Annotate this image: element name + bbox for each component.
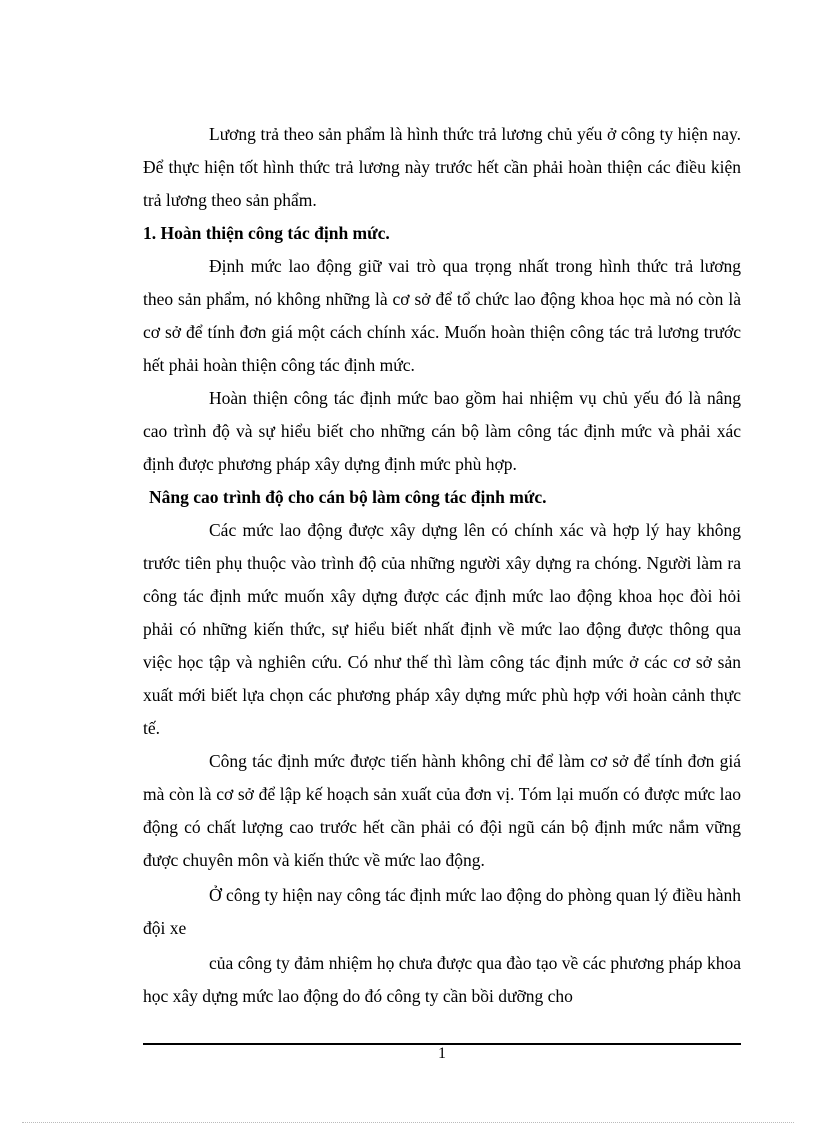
document-body: [143, 118, 741, 1013]
paragraph-1: Lương trả theo sản phẩm là hình thức trả lương chủ yếu ở công ty hiện nay. Để thực hiện tốt hình thức trả lương này trước hết cần phải hoàn thiện các điều kiện trả lương theo sản phẩm.: [143, 124, 741, 210]
page-number: 1: [438, 1045, 446, 1062]
paragraph-6: Ở công ty hiện nay công tác định mức lao động do phòng quan lý điều hành đội xe: [143, 885, 741, 938]
subsection-heading: Nâng cao trình độ cho cán bộ làm công tác định mức.: [149, 487, 547, 507]
paragraph-7: của công ty đảm nhiệm họ chưa được qua đào tạo về các phương pháp khoa học xây dựng mức lao động do đó công ty cần bồi dưỡng cho: [143, 953, 741, 1006]
paragraph-2: Định mức lao động giữ vai trò qua trọng nhất trong hình thức trả lương theo sản phẩm, nó không những là cơ sở để tổ chức lao động khoa học mà nó còn là cơ sở để tính đơn giá một cách chính xác. Muốn hoàn thiện công tác trả lương trước hết phải hoàn thiện công tác định mức.: [143, 256, 741, 375]
paragraph-3: Hoàn thiện công tác định mức bao gồm hai nhiệm vụ chủ yếu đó là nâng cao trình độ và sự hiểu biết cho những cán bộ làm công tác định mức và phải xác định được phương pháp xây dựng định mức phù hợp.: [143, 388, 741, 474]
section-heading: 1. Hoàn thiện công tác định mức.: [143, 223, 390, 243]
paragraph-4: Các mức lao động được xây dựng lên có chính xác và hợp lý hay không trước tiên phụ thuộc vào trình độ của những người xây dựng ra chóng. Người làm ra công tác định mức muốn xây dựng được các định mức lao động khoa học đòi hỏi phải có những kiến thức, sự hiểu biết nhất định về mức lao động được thông qua việc học tập và nghiên cứu. Có như thế thì làm công tác định mức ở các cơ sở sản xuất mới biết lựa chọn các phương pháp xây dựng mức phù hợp với hoàn cảnh thực tế.: [143, 520, 741, 738]
paragraph-5: Công tác định mức được tiến hành không chỉ để làm cơ sở để tính đơn giá mà còn là cơ sở để lập kế hoạch sản xuất của đơn vị. Tóm lại muốn có được mức lao động có chất lượng cao trước hết cần phải có đội ngũ cán bộ định mức nắm vững được chuyên môn và kiến thức về mức lao động.: [143, 751, 741, 870]
